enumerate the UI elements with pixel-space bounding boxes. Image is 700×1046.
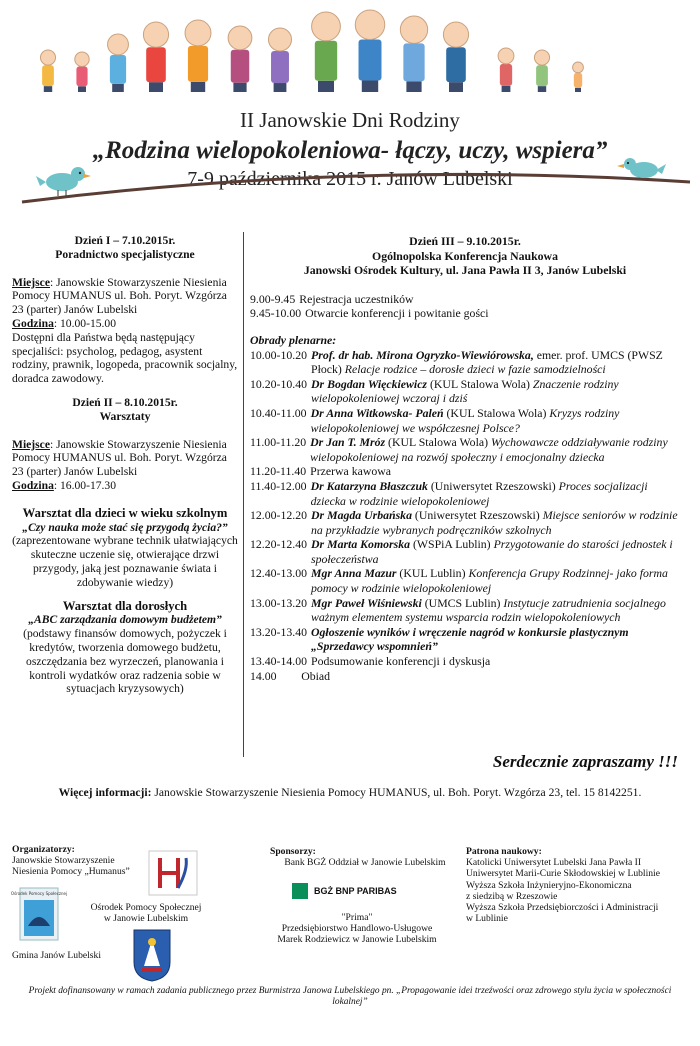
program-topic: Kryzys rodziny wielopokoleniowej we współczesnej Polsce? [310,405,620,435]
program-topic: Relacje rodzice – dorosłe dzieci w fazie samodzielności [344,362,606,377]
program-speaker: Prof. dr hab. Mirona Ogryzko-Wiewiórowska, [311,347,534,362]
program-entry [311,348,680,377]
organizers-label: Organizatorzy: [12,844,75,855]
plenary-label: Obrady plenarne: [250,332,337,347]
workshop-kids-question: „Czy nauka może stać się przygodą życia?” [22,520,228,534]
day3-venue: Janowski Ośrodek Kultury, ul. Jana Pawła II 3, Janów Lubelski [303,263,627,278]
person-icon [108,34,129,92]
conference-title: „Rodzina wielopokoleniowa- łączy, uczy, wspiera” [92,137,608,164]
day3-heading: Dzień III – 9.10.2015r. [409,234,521,248]
program-entry [311,377,680,406]
program-affiliation: Przerwa kawowa [310,464,392,479]
program-affiliation: (Uniwersytet Rzeszowski) [427,478,559,493]
program-time: 11.40-12.00 [250,478,307,493]
program-row [250,508,680,537]
more-info [0,786,700,799]
workshop-adults-title: Warsztat dla dorosłych [62,598,188,613]
program-time: 13.00-13.20 [250,595,308,610]
program-row [250,596,680,625]
program-topic: Konferencja Grupy Rodzinnej- jako forma pomocy w rodzinie wielopokoleniowej [311,566,668,596]
patron-line: w Lublinie [466,913,508,925]
program-row [250,566,680,595]
program-topic: Miejsce seniorów w rodzinie na przykładzie wybranych podręczników szkolnych [311,508,678,537]
program-topic: Instytucje zatrudnienia socjalnego ważnym elementem systemu wsparcia rodzin wielopokoleniowych [311,595,666,625]
program-row [250,625,680,654]
ops-line: Ośrodek Pomocy Społecznej [90,902,202,913]
bnp-logo [292,883,397,899]
bnp-star-icon [292,883,308,899]
day2-heading: Dzień II – 8.10.2015r. [72,395,178,409]
program-entry [311,596,680,625]
program-entry [310,464,680,479]
intro-text: Rejestracja uczestników [299,291,414,306]
intro-row [250,292,680,307]
person-icon [40,50,55,92]
program-entry [311,654,680,669]
hours-text: : 16.00-17.30 [53,478,117,492]
conference-number: II Janowskie Dni Rodziny [240,108,460,132]
footer-note: Projekt dofinansowany w ramach zadania publicznego przez Burmistrza Janowa Lubelskiego pn. „Propagowanie idei trzeźwości oraz zdrowego stylu życia w społeczności lokalnej” [28,986,672,1007]
program-topic: Znaczenie rodziny wielopokoleniowej wczoraj i dziś [311,376,619,406]
gmina-name: Gmina Janów Lubelski [12,950,101,961]
day1-subheading: Poradnictwo specjalistyczne [55,247,195,261]
program-topic: Proces socjalizacji dziecka w rodzinie wielopokoleniowej [310,478,648,508]
organizers [12,844,152,878]
ops-name [78,902,214,924]
program-time: 12.20-12.40 [250,537,308,552]
patron-line: Wyższa Szkoła Inżynieryjno-Ekonomiczna [466,879,632,891]
program-time: 13.20-13.40 [250,624,308,639]
patron-line: Katolicki Uniwersytet Lubelski Jana Pawła II [466,857,642,869]
program-speaker: Dr Marta Komorska [311,537,410,552]
person-icon [355,10,385,92]
invitation: Serdecznie zapraszamy !!! [492,752,678,771]
person-icon [498,48,514,92]
program-topic: Wychowawcze oddziaływanie rodziny wielopokoleniowej na rozwój społeczny i emocjonalny dziecka [310,435,668,464]
day1-hours [12,317,238,331]
bird-icon [617,158,666,178]
program-topic: Przygotowanie do starości jednostek i społeczeństwa [311,537,673,566]
program-entry [311,479,680,508]
person-icon [185,20,211,92]
program-row [250,479,680,508]
program-row [250,435,680,464]
ops-line: w Janowie Lubelskim [103,913,189,925]
program-affiliation: Obiad [280,668,331,683]
program-time: 13.40-14.00 [250,654,308,669]
program-affiliation: emer. prof. UMCS (PWSZ Płock) [311,347,666,377]
program-speaker: Mgr Anna Mazur [311,566,397,581]
person-icon [228,26,252,92]
day2-place [12,438,238,479]
workshop-adults-question: „ABC zarządzania domowym budżetem” [28,613,222,627]
place-text: : Janowskie Stowarzyszenie Niesienia Pomocy HUMANUS ul. Boh. Poryt. Wzgórza 23 (parter) Janów Lubelski [12,437,227,479]
program-speaker: Dr Katarzyna Błaszczuk [310,478,428,493]
organizer-line: Janowskie Stowarzyszenie [12,855,115,867]
organizer-line: Niesienia Pomocy „Humanus” [12,866,130,878]
patron-line: z siedzibą w Rzeszowie [466,890,558,902]
program-row [250,537,680,566]
sponsors-label: Sponsorzy: [270,846,316,857]
day1-place [12,276,238,317]
intro-time: 9.45-10.00 [250,306,302,321]
program-entry [311,625,680,654]
program-time: 12.40-13.00 [250,566,308,581]
person-icon [143,22,168,92]
program-affiliation: (KUL Stalowa Wola) [385,435,491,450]
program-time: 10.20-10.40 [250,376,308,391]
program-entry [311,508,680,537]
program-affiliation: (Uniwersytet Rzeszowski) [411,508,543,523]
left-column [12,234,238,696]
program-entry [281,669,680,684]
day1-heading: Dzień I – 7.10.2015r. [74,234,176,247]
workshop-adults-desc: (podstawy finansów domowych, pożyczek i kredytów, tworzenia domowego budżetu, oszczędzania bez wyrzeczeń, planowania i kontroli wydatków oraz radzenia sobie w sytuacjach kryzysowych) [23,627,227,696]
intro-row [250,306,680,321]
program-time: 11.20-11.40 [250,464,307,479]
program-time: 10.00-10.20 [250,347,308,362]
intro-list [250,292,680,321]
program-time: 12.00-12.20 [250,508,308,523]
humanus-logo [148,850,198,896]
program-speaker: Dr Anna Witkowska- Paleń [310,405,444,420]
bird-banner [22,150,690,214]
program-affiliation: (KUL Lublin) [396,566,469,581]
ops-logo-text: Ośrodek Pomocy Społecznej [10,891,68,896]
bird-icon [36,167,91,196]
program-entry [311,566,680,595]
bnp-name: BGŻ BNP PARIBAS [314,886,397,896]
sponsor-prima [252,912,462,946]
program-speaker: Mgr Paweł Wiśniewski [311,595,422,610]
sponsors [270,846,460,868]
conference-dates: 7-9 października 2015 r. Janów Lubelski [187,168,513,190]
more-info-text: Janowskie Stowarzyszenie Niesienia Pomocy HUMANUS, ul. Boh. Poryt. Wzgórza 23, tel. 15 8142251. [151,786,642,799]
workshop-kids-desc: (zaprezentowane wybrane technik ułatwiających skuteczne uczenie się, otwierające drzwi przygody, jaką jest poznawanie świata i zdobywanie wiedzy) [12,534,238,589]
ops-logo [10,888,68,940]
person-icon [268,28,291,92]
program-affiliation: (KUL Stalowa Wola) [443,405,550,420]
person-icon [400,16,427,92]
day2-hours [12,479,238,493]
intro-text: Otwarcie konferencji i powitanie gości [305,306,489,321]
patron-line: Uniwersytet Marii-Curie Skłodowskiej w Lublinie [466,868,660,880]
program-speaker: Dr Jan T. Mróz [310,435,386,450]
intro-time: 9.00-9.45 [250,291,296,306]
program-entry [311,537,680,566]
program-time: 10.40-11.00 [250,405,307,420]
hours-text: : 10.00-15.00 [53,316,117,330]
program-entry [310,435,680,464]
program-list [250,348,680,684]
program-row [250,348,680,377]
person-icon [534,50,549,92]
person-icon [573,62,584,92]
program-affiliation: Podsumowanie konferencji i dyskusja [311,654,491,669]
program-entry [311,406,680,435]
program-affiliation: (UMCS Lublin) [421,595,504,610]
more-info-label: Więcej informacji: [58,786,152,799]
program-speaker: Ogłoszenie wyników i wręczenie nagród w konkursie plastycznym „Sprzedawcy wspomnień” [311,624,629,654]
prima-line: Marek Rodziewicz w Janowie Lubelskim [277,934,437,946]
sponsor-bank: Bank BGŻ Oddział w Janowie Lubelskim [284,857,446,869]
family-illustration [30,4,670,96]
program-row [250,377,680,406]
program-row [250,406,680,435]
program-row [250,464,680,479]
column-divider [243,232,244,757]
day2-subheading: Warsztaty [99,409,151,423]
workshop-kids-title: Warsztat dla dzieci w wieku szkolnym [22,505,228,520]
hours-label: Godzina [12,478,54,492]
prima-line: "Prima" [341,912,373,923]
program-row [250,669,680,684]
hours-label: Godzina [12,316,54,330]
day1-info: Dostępni dla Państwa będą następujący specjaliści: psycholog, pedagog, asystent rodziny, prawnik, logopeda, pracownik socjalny, doradca zawodowy. [12,330,238,386]
person-icon [75,52,89,92]
right-column [250,234,680,683]
patron-line: Wyższa Szkoła Przedsiębiorczości i Administracji [466,902,659,914]
program-speaker: Dr Bogdan Więckiewicz [311,376,428,391]
program-row [250,654,680,669]
place-label: Miejsce [12,275,50,289]
prima-line: Przedsiębiorstwo Handlowo-Usługowe [281,923,433,935]
place-label: Miejsce [12,437,50,451]
patrons [466,846,696,924]
person-icon [312,12,341,92]
place-text: : Janowskie Stowarzyszenie Niesienia Pomocy HUMANUS ul. Boh. Poryt. Wzgórza 23 (parter) Janów Lubelski [12,275,227,317]
person-icon [443,22,468,92]
program-time: 11.00-11.20 [250,435,307,450]
crest-icon [132,928,172,982]
program-time: 14.00 [250,668,277,683]
program-affiliation: (KUL Stalowa Wola) [427,376,533,391]
program-speaker: Dr Magda Urbańska [311,508,412,523]
day3-conference: Ogólnopolska Konferencja Naukowa [372,248,558,263]
program-affiliation: (WSPiA Lublin) [410,537,494,552]
patrons-label: Patrona naukowy: [466,846,542,857]
